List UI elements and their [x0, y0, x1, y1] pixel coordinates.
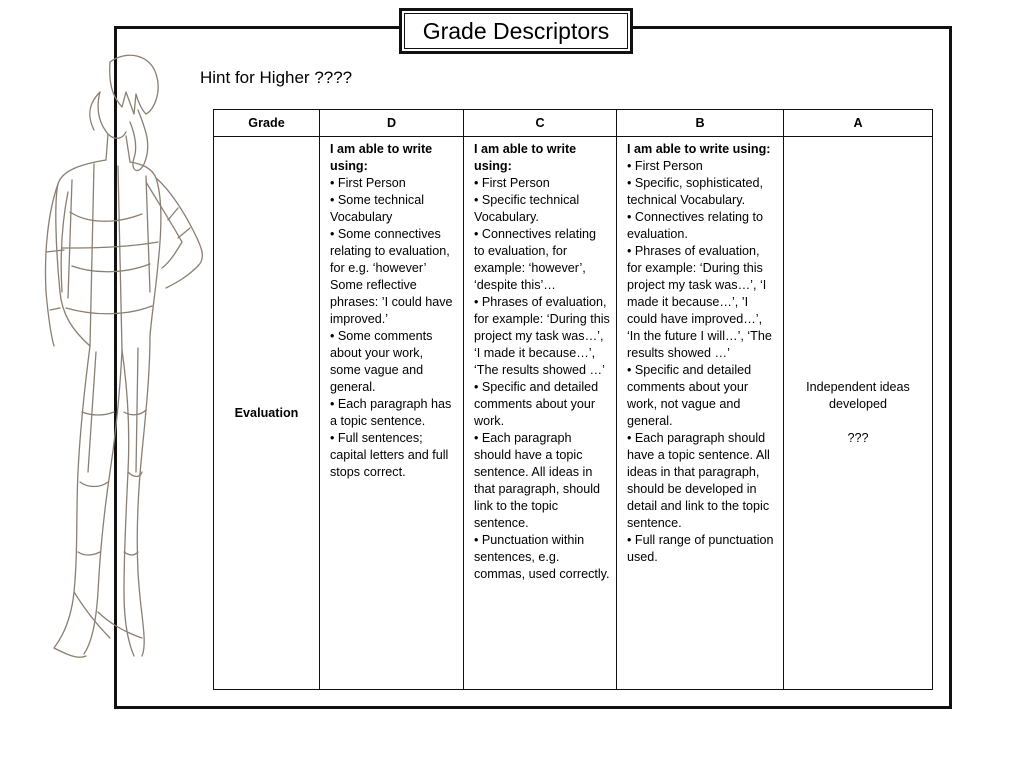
- cell-c-line: • Specific technical Vocabulary.: [474, 193, 580, 224]
- table-row: [214, 137, 933, 690]
- cell-c-lead: I am able to write using:: [474, 142, 577, 173]
- cell-a-line: Independent ideas developed: [806, 380, 910, 411]
- cell-d-line: • Some connectives relating to evaluation, for e.g. ‘however’: [330, 227, 450, 275]
- header-a: A: [784, 110, 933, 137]
- header-b: B: [617, 110, 784, 137]
- cell-grade-b: [617, 137, 784, 690]
- cell-a-spacer: [794, 413, 922, 430]
- cell-grade-a: [784, 137, 933, 690]
- row-label-evaluation: Evaluation: [214, 137, 320, 690]
- cell-d-line: • Each paragraph has a topic sentence.: [330, 397, 452, 428]
- cell-d-line: Some reflective phrases: ’I could have improved.’: [330, 278, 453, 326]
- slide-title: [399, 8, 633, 54]
- cell-grade-c: [464, 137, 617, 690]
- cell-b-line: • Phrases of evaluation, for example: ‘During this project my task was…’, ‘I made it because…’, ’I could have improved…’, ‘In the future I will…’, ‘The results showed …’: [627, 244, 772, 360]
- header-c: C: [464, 110, 617, 137]
- cell-c-line: • Specific and detailed comments about your work.: [474, 380, 599, 428]
- cell-d-line: • First Person: [330, 176, 406, 190]
- cell-c-line: • First Person: [474, 176, 550, 190]
- cell-d-lead: I am able to write using:: [330, 142, 433, 173]
- cell-b-line: • Each paragraph should have a topic sentence. All ideas in that paragraph, should be developed in detail and link to the topic sentence.: [627, 431, 770, 530]
- header-d: D: [320, 110, 464, 137]
- header-grade: Grade: [214, 110, 320, 137]
- cell-b-line: • Specific, sophisticated, technical Vocabulary.: [627, 176, 764, 207]
- hint-text: Hint for Higher ????: [200, 68, 353, 87]
- cell-grade-d: [320, 137, 464, 690]
- cell-b-lead: I am able to write using:: [627, 142, 771, 156]
- grade-descriptors-table: [213, 109, 933, 690]
- cell-b-line: • Specific and detailed comments about your work, not vague and general.: [627, 363, 752, 428]
- cell-c-line: • Punctuation within sentences, e.g. commas, used correctly.: [474, 533, 610, 581]
- cell-c-line: • Phrases of evaluation, for example: ‘During this project my task was…’, ‘I made it because…’, ‘The results showed …’: [474, 295, 610, 377]
- cell-d-line: • Some comments about your work, some vague and general.: [330, 329, 433, 394]
- fashion-figure-drawing: [38, 52, 218, 662]
- cell-d-line: • Full sentences; capital letters and full stops correct.: [330, 431, 449, 479]
- cell-a-line: ???: [847, 431, 869, 445]
- slide-title-text: Grade Descriptors: [422, 17, 610, 44]
- cell-d-line: • Some technical Vocabulary: [330, 193, 425, 224]
- cell-b-line: • First Person: [627, 159, 703, 173]
- cell-b-line: • Connectives relating to evaluation.: [627, 210, 764, 241]
- cell-c-line: • Each paragraph should have a topic sentence. All ideas in that paragraph, should link to the topic sentence.: [474, 431, 601, 530]
- table-header-row: [214, 110, 933, 137]
- cell-b-line: • Full range of punctuation used.: [627, 533, 774, 564]
- cell-c-line: • Connectives relating to evaluation, for example: ‘however’, ‘despite this’…: [474, 227, 597, 292]
